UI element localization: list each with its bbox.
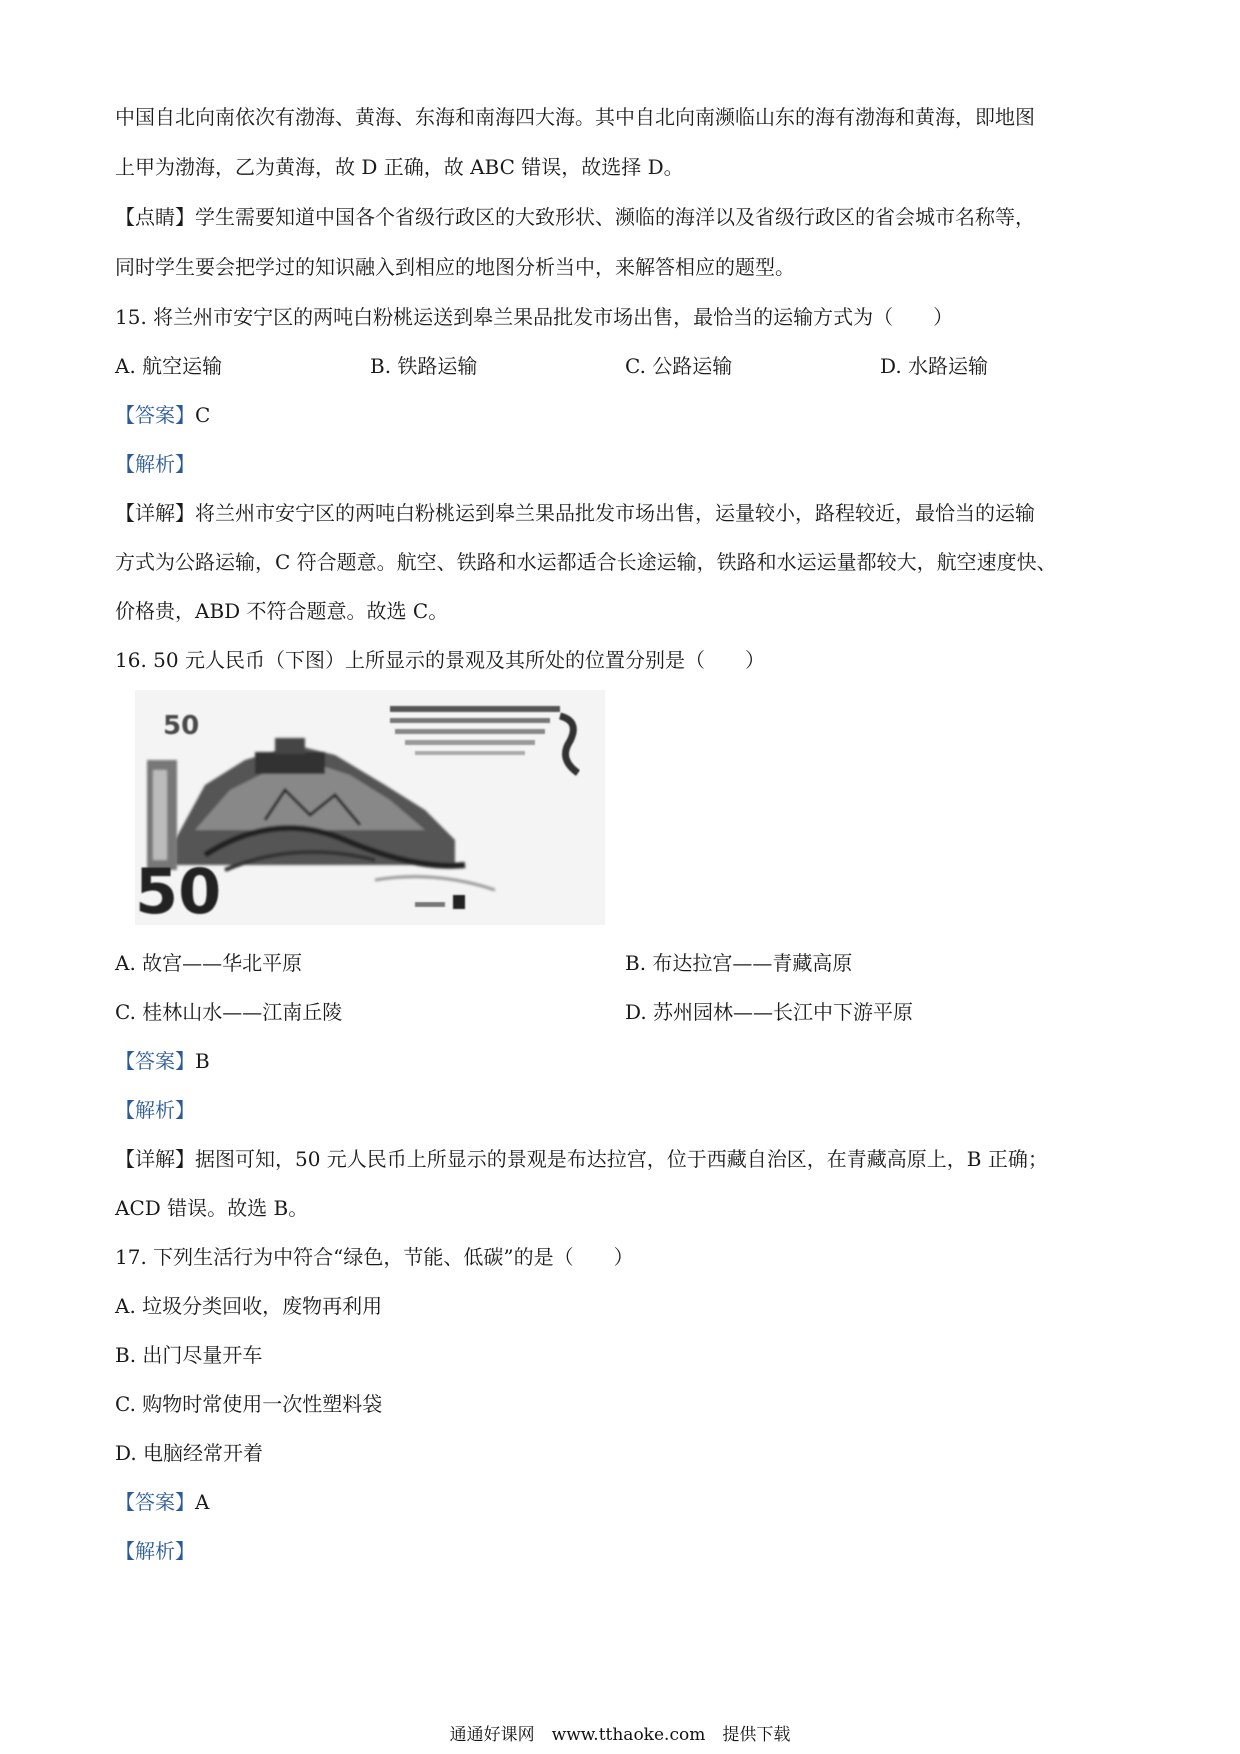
q15-detail-text-1: 将兰州市安宁区的两吨白粉桃运到皋兰果品批发市场出售，运量较小，路程较近，最恰当的运输 (195, 501, 1035, 525)
q16-answer-tag: 【答案】 (115, 1049, 195, 1073)
q16-option-d: D. 苏州园林——长江中下游平原 (625, 1000, 914, 1024)
q15-option-c: C. 公路运输 (625, 354, 733, 378)
q16-detail-line-1 (115, 1144, 1048, 1174)
q15-detail-tag: 【详解】 (115, 501, 195, 525)
q17-stem: 17. 下列生活行为中符合“绿色，节能、低碳”的是（ ） (115, 1245, 634, 1269)
note-line-1 (115, 202, 1035, 232)
q15-answer-value: C (195, 403, 211, 427)
page-footer: 通通好课网 www.tthaoke.com 提供下载 (449, 1725, 791, 1745)
q15-option-b: B. 铁路运输 (370, 354, 478, 378)
q16-answer (115, 1046, 210, 1076)
banknote-large-value: 50 (135, 855, 222, 928)
q15-analysis-tag: 【解析】 (115, 452, 195, 476)
banknote-bottom-square (453, 895, 465, 909)
note-tag: 【点睛】 (115, 205, 195, 229)
note-line-2: 同时学生要会把学过的知识融入到相应的地图分析当中，来解答相应的题型。 (115, 255, 795, 279)
q16-detail-line-2: ACD 错误。故选 B。 (115, 1196, 309, 1220)
q16-option-c: C. 桂林山水——江南丘陵 (115, 1000, 343, 1024)
q17-answer-value: A (195, 1490, 210, 1514)
q17-option-c: C. 购物时常使用一次性塑料袋 (115, 1392, 383, 1416)
q17-option-a: A. 垃圾分类回收，废物再利用 (115, 1294, 383, 1318)
q16-option-a: A. 故宫——华北平原 (115, 951, 303, 975)
q16-option-b: B. 布达拉宫——青藏高原 (625, 951, 853, 975)
q15-answer-tag: 【答案】 (115, 403, 195, 427)
q15-detail-line-2: 方式为公路运输，C 符合题意。航空、铁路和水运都适合长途运输，铁路和水运运量都较大，航空速度快、 (115, 550, 1057, 574)
q15-detail-line-3: 价格贵，ABD 不符合题意。故选 C。 (115, 599, 449, 623)
q15-detail-line-1 (115, 498, 1035, 528)
banknote-image (135, 690, 605, 935)
intro-line-1: 中国自北向南依次有渤海、黄海、东海和南海四大海。其中自北向南濒临山东的海有渤海和黄海，即地图 (115, 105, 1035, 129)
q15-stem: 15. 将兰州市安宁区的两吨白粉桃运送到皋兰果品批发市场出售，最恰当的运输方式为（ ） (115, 305, 954, 329)
q16-stem: 16. 50 元人民币（下图）上所显示的景观及其所处的位置分别是（ ） (115, 648, 765, 672)
q17-answer-tag: 【答案】 (115, 1490, 195, 1514)
q17-analysis-tag: 【解析】 (115, 1539, 195, 1563)
banknote-left-pattern (147, 760, 177, 870)
q16-analysis-tag: 【解析】 (115, 1098, 195, 1122)
q16-detail-tag: 【详解】 (115, 1147, 195, 1171)
note-text-1: 学生需要知道中国各个省级行政区的大致形状、濒临的海洋以及省级行政区的省会城市名称等， (195, 205, 1035, 229)
q17-option-b: B. 出门尽量开车 (115, 1343, 263, 1367)
banknote-bottom-mark (415, 902, 445, 907)
q16-detail-text-1: 据图可知，50 元人民币上所显示的景观是布达拉宫，位于西藏自治区，在青藏高原上，B 正确； (195, 1147, 1048, 1171)
banknote-corner-value: 50 (163, 711, 200, 741)
q15-answer (115, 400, 210, 430)
q17-option-d: D. 电脑经常开着 (115, 1441, 264, 1465)
q17-answer (115, 1487, 209, 1517)
q15-option-d: D. 水路运输 (880, 354, 989, 378)
q15-option-a: A. 航空运输 (115, 354, 223, 378)
intro-line-2: 上甲为渤海，乙为黄海，故 D 正确，故 ABC 错误，故选择 D。 (115, 155, 684, 179)
q16-answer-value: B (195, 1049, 210, 1073)
